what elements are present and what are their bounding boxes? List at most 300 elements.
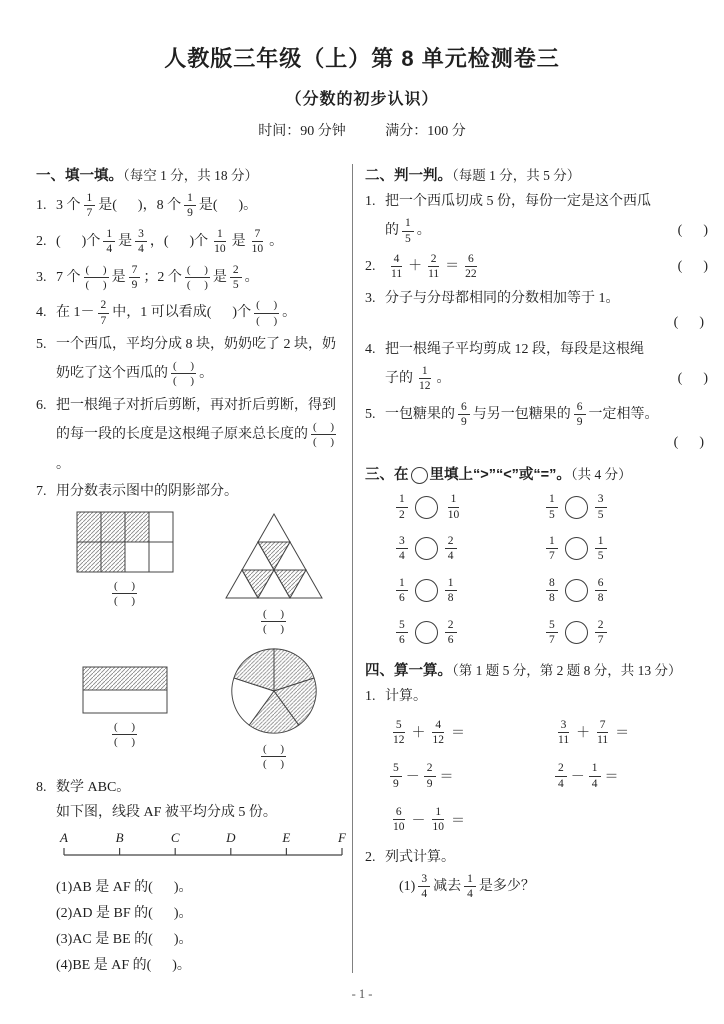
figure-answer-blank xyxy=(199,605,348,639)
fraction xyxy=(390,805,408,835)
fraction xyxy=(594,718,611,748)
fraction xyxy=(595,492,607,522)
question-2-2 xyxy=(365,250,708,284)
question-text: 用分数表示图中的阴影部分。 xyxy=(56,483,238,499)
comparison-circle xyxy=(565,537,588,560)
blank-denominator: ( ) xyxy=(262,757,285,770)
comparison-circle xyxy=(565,579,588,602)
numerator: 7 xyxy=(597,718,609,733)
question-1-2 xyxy=(36,225,348,259)
section-1-title: 一、填一填。 xyxy=(36,168,123,184)
question-text: (1) xyxy=(399,879,416,895)
blank-denominator: ( ) xyxy=(85,278,107,291)
two-column-body xyxy=(10,160,714,981)
point-label-c: C xyxy=(170,830,180,846)
question-4-1 xyxy=(365,684,708,709)
comparison-circle xyxy=(415,621,438,644)
equals-sign: ＝ xyxy=(439,770,454,786)
denominator: 4 xyxy=(399,550,405,563)
denominator: 10 xyxy=(251,243,264,256)
question-text: 一个西瓜，平均分成 8 块，奶奶吃了 2 块，奶奶吃了这个西瓜的 xyxy=(56,337,336,382)
numerator: 1 xyxy=(595,534,607,549)
question-number: 1. xyxy=(365,194,376,209)
question-text xyxy=(385,214,431,248)
comparison-item xyxy=(543,574,708,608)
comparison-item xyxy=(393,490,543,524)
numerator: 1 xyxy=(184,191,196,206)
fraction xyxy=(418,872,430,902)
fraction xyxy=(230,263,242,293)
blank-fraction xyxy=(112,720,137,750)
blank-numerator: ( ) xyxy=(84,263,109,278)
question-text: 一包糖果的 xyxy=(385,406,455,422)
equals-sign: ＝ xyxy=(445,259,460,275)
numerator: 1 xyxy=(396,576,408,591)
section-4-title: 四、算一算。 xyxy=(365,663,452,680)
fraction xyxy=(396,576,408,606)
denominator: 9 xyxy=(461,415,467,428)
fraction xyxy=(135,227,147,257)
question-text: 数学 ABC。 xyxy=(56,780,131,796)
question-number: 2. xyxy=(365,849,376,865)
fraction xyxy=(574,400,586,430)
denominator: 8 xyxy=(597,592,604,605)
pie-figure xyxy=(199,645,348,774)
question-text: 是( )，8 个 xyxy=(98,198,182,214)
fraction xyxy=(555,761,567,791)
comparison-item xyxy=(543,490,708,524)
section-3-note: （共 4 分） xyxy=(570,467,632,483)
triangle-figure xyxy=(199,510,348,639)
question-text: 。 xyxy=(56,456,70,472)
numerator: 6 xyxy=(458,400,470,415)
numerator: 1 xyxy=(214,227,226,242)
blank-denominator: ( ) xyxy=(173,375,195,388)
page-title: 人教版三年级（上）第 8 单元检测卷三 xyxy=(164,46,560,71)
denominator: 8 xyxy=(549,592,555,605)
comparison-circle xyxy=(415,537,438,560)
comparison-item xyxy=(543,532,708,566)
judge-blank: ( ) xyxy=(673,435,704,451)
calculation-expression xyxy=(552,759,708,793)
fraction xyxy=(402,216,414,246)
blank-denominator: ( ) xyxy=(313,436,335,449)
denominator: 9 xyxy=(393,777,399,790)
denominator: 7 xyxy=(597,633,604,646)
fraction xyxy=(445,576,457,606)
figure-row-2 xyxy=(50,645,348,774)
rectangle-halves-figure xyxy=(50,645,199,774)
section-1-note: （每空 1 分，共 18 分） xyxy=(123,168,258,183)
denominator: 11 xyxy=(428,268,440,281)
question-text: 把一根绳子平均剪成 12 段，每段是这根绳 xyxy=(385,341,644,357)
numerator: 3 xyxy=(558,718,570,733)
denominator: 7 xyxy=(100,314,107,327)
question-text: 的 xyxy=(385,223,399,239)
numerator: 1 xyxy=(448,492,460,507)
question-text: 。 xyxy=(416,223,431,239)
numerator: 1 xyxy=(445,576,457,591)
blank-circle-icon xyxy=(411,467,428,484)
calculation-expression xyxy=(387,803,552,837)
question-text: ( )个 xyxy=(56,233,101,249)
numerator: 2 xyxy=(445,618,457,633)
blank-numerator: ( ) xyxy=(185,263,210,278)
question-text: 是 xyxy=(111,269,126,285)
fraction xyxy=(430,718,448,748)
question-text: 。 xyxy=(269,233,284,249)
fraction xyxy=(84,191,96,221)
denominator: 4 xyxy=(421,888,428,901)
numerator: 7 xyxy=(252,227,264,242)
question-number: 6. xyxy=(36,397,47,413)
question-number: 5. xyxy=(365,406,376,422)
denominator: 12 xyxy=(419,380,431,393)
denominator: 11 xyxy=(597,733,609,746)
numerator: 1 xyxy=(419,364,431,379)
question-text: ；2 个 xyxy=(143,269,182,285)
blank-denominator: ( ) xyxy=(113,595,136,608)
score-label: 满分：100 分 xyxy=(385,124,466,139)
denominator: 9 xyxy=(187,207,193,220)
operator: ＋ xyxy=(408,259,423,275)
question-2-5 xyxy=(365,398,708,456)
numerator: 1 xyxy=(402,216,414,231)
fraction xyxy=(445,492,463,522)
section-2-note: （每题 1 分，共 5 分） xyxy=(452,168,581,183)
denominator: 5 xyxy=(232,278,239,291)
calculation-expression xyxy=(387,716,552,750)
question-number: 1. xyxy=(36,198,47,214)
section-2-title: 二、判一判。 xyxy=(365,168,452,184)
question-text: 。 xyxy=(436,370,451,386)
question-1-7 xyxy=(36,479,348,504)
comparison-circle xyxy=(565,621,588,644)
judge-line xyxy=(385,431,708,455)
numerator: 2 xyxy=(445,534,457,549)
figure-answer-blank xyxy=(199,740,348,774)
question-number: 2. xyxy=(36,233,47,249)
comparison-item xyxy=(543,616,708,650)
right-column xyxy=(353,160,714,981)
numerator: 4 xyxy=(432,718,444,733)
numerator: 1 xyxy=(546,534,558,549)
section-1-heading xyxy=(36,164,348,185)
operator: ＋ xyxy=(576,726,591,742)
fraction xyxy=(546,492,558,522)
operator: － xyxy=(405,770,420,786)
numerator: 5 xyxy=(390,761,402,776)
blank-fraction xyxy=(261,742,286,772)
expression xyxy=(365,250,483,284)
comparison-item xyxy=(393,574,543,608)
numerator: 6 xyxy=(574,400,586,415)
question-text: 。 xyxy=(199,366,214,382)
numerator: 1 xyxy=(546,492,558,507)
denominator: 2 xyxy=(399,508,405,521)
denominator: 10 xyxy=(214,243,226,256)
operator: ＋ xyxy=(411,726,426,742)
judge-blank: ( ) xyxy=(677,259,708,275)
denominator: 4 xyxy=(138,243,144,256)
numerator: 1 xyxy=(464,872,476,887)
question-1-4 xyxy=(36,296,348,330)
equals-sign: ＝ xyxy=(451,813,465,829)
denominator: 6 xyxy=(399,633,405,646)
question-text: 把一个西瓜切成 5 份，每份一定是这个西瓜 xyxy=(385,194,651,209)
question-text: 在 1－ xyxy=(56,305,95,321)
calculation-grid xyxy=(365,716,708,837)
question-2-1 xyxy=(365,189,708,248)
denominator: 7 xyxy=(86,207,93,220)
numerator: 1 xyxy=(103,227,115,242)
denominator: 9 xyxy=(426,777,433,790)
pie-svg xyxy=(228,645,320,737)
question-text: 是 xyxy=(231,233,246,249)
question-number: 3. xyxy=(36,269,47,285)
blank-numerator: ( ) xyxy=(112,720,137,735)
numerator: 5 xyxy=(393,718,405,733)
question-text: 把一根绳子对折后剪断，再对折后剪断，得到的每一段的长度是这根绳子原来总长度的 xyxy=(56,397,336,442)
question-4-2 xyxy=(365,845,708,904)
judge-blank: ( ) xyxy=(673,314,704,330)
fraction xyxy=(555,718,572,748)
blank-denominator: ( ) xyxy=(262,623,285,636)
time-score-line xyxy=(10,120,714,140)
denominator: 6 xyxy=(399,592,405,605)
fraction xyxy=(546,534,558,564)
question-text: 。 xyxy=(244,269,259,285)
question-number: 7. xyxy=(36,483,47,499)
fraction xyxy=(390,761,402,791)
denominator: 4 xyxy=(467,888,473,901)
fraction xyxy=(546,576,558,606)
grid-rectangle-figure xyxy=(50,510,199,639)
fraction xyxy=(103,227,115,257)
fraction xyxy=(249,227,267,257)
blank-denominator: ( ) xyxy=(186,278,208,291)
section-4-heading xyxy=(365,659,708,680)
calculation-expression xyxy=(387,759,552,793)
question-text: 是 xyxy=(118,233,133,249)
numerator: 6 xyxy=(595,576,607,591)
denominator: 11 xyxy=(558,733,570,746)
fraction xyxy=(98,298,110,328)
question-text: 减去 xyxy=(433,879,462,895)
fraction xyxy=(595,534,607,564)
blank-numerator: ( ) xyxy=(311,420,336,435)
judge-blank: ( ) xyxy=(677,223,708,239)
comparison-grid xyxy=(365,490,708,649)
question-number: 2. xyxy=(365,259,376,275)
section-4-note: （第 1 题 5 分，第 2 题 8 分，共 13 分） xyxy=(452,663,682,679)
question-line xyxy=(385,362,708,396)
question-number: 4. xyxy=(365,341,376,357)
question-number: 1. xyxy=(365,689,376,705)
denominator: 9 xyxy=(131,278,138,291)
fraction xyxy=(396,534,408,564)
comparison-item xyxy=(393,532,543,566)
question-2-4 xyxy=(365,337,708,396)
numerator: 2 xyxy=(230,263,242,278)
question-text xyxy=(385,362,451,396)
fraction xyxy=(589,761,601,791)
fraction xyxy=(388,252,405,282)
denominator: 8 xyxy=(447,592,454,605)
question-number: 5. xyxy=(36,337,47,352)
denominator: 4 xyxy=(591,777,598,790)
denominator: 4 xyxy=(558,777,564,790)
blank-numerator: ( ) xyxy=(261,607,286,622)
calculation-expression xyxy=(552,716,708,750)
figure-answer-blank xyxy=(50,718,199,752)
rectangle-halves-svg xyxy=(81,665,169,715)
judge-blank: ( ) xyxy=(677,371,708,387)
figure-row-1 xyxy=(50,510,348,639)
numerator: 3 xyxy=(418,872,430,887)
numerator: 3 xyxy=(396,534,408,549)
denominator: 10 xyxy=(447,508,460,521)
denominator: 9 xyxy=(576,415,583,428)
question-1-6 xyxy=(36,393,348,477)
question-1-1 xyxy=(36,189,348,223)
question-text: 3 个 xyxy=(56,198,81,214)
equals-sign: ＝ xyxy=(451,726,465,742)
section-3-title-part1: 三、在 xyxy=(365,467,409,484)
triangle-svg xyxy=(219,510,329,602)
numerator: 2 xyxy=(428,252,440,267)
denominator: 5 xyxy=(549,508,555,521)
denominator: 5 xyxy=(405,232,411,245)
denominator: 22 xyxy=(465,268,477,281)
question-text: 分子与分母都相同的分数相加等于 1。 xyxy=(385,290,620,306)
blank-denominator: ( ) xyxy=(113,735,136,748)
fraction xyxy=(396,618,408,648)
numerator: 2 xyxy=(424,761,436,776)
fraction xyxy=(129,263,141,293)
numerator: 1 xyxy=(396,492,408,507)
point-label-e: E xyxy=(282,830,291,846)
denominator: 12 xyxy=(393,733,405,746)
segment-figure xyxy=(58,828,348,873)
numerator: 1 xyxy=(432,805,444,820)
numerator: 2 xyxy=(98,298,110,313)
fraction xyxy=(445,618,457,648)
comparison-circle xyxy=(565,496,588,519)
fraction xyxy=(462,252,480,282)
question-text: 子的 xyxy=(385,370,413,386)
question-text: 如下图，线段 AF 被平均分成 5 份。 xyxy=(56,805,277,821)
page-number: - 1 - xyxy=(351,987,373,1001)
section-2-heading xyxy=(365,164,708,185)
fraction xyxy=(546,618,558,648)
question-number: 3. xyxy=(365,290,376,306)
numerator: 2 xyxy=(595,618,607,633)
question-text: 一定相等。 xyxy=(588,406,659,422)
denominator: 5 xyxy=(597,550,604,563)
numerator: 3 xyxy=(135,227,147,242)
equals-sign: ＝ xyxy=(604,770,619,786)
blank-numerator: ( ) xyxy=(261,742,286,757)
numerator: 3 xyxy=(595,492,607,507)
denominator: 4 xyxy=(447,550,454,563)
question-2-3 xyxy=(365,286,708,335)
question-1-3 xyxy=(36,261,348,295)
sub-question: (1)AB 是 AF 的( )。 xyxy=(56,880,193,896)
question-1-8 xyxy=(36,775,348,979)
comparison-circle xyxy=(415,579,438,602)
blank-fraction xyxy=(185,263,210,293)
blank-numerator: ( ) xyxy=(112,579,137,594)
judge-line xyxy=(385,311,708,335)
question-line xyxy=(385,214,708,248)
numerator: 7 xyxy=(129,263,141,278)
numerator: 8 xyxy=(546,576,558,591)
numerator: 4 xyxy=(391,252,403,267)
blank-numerator: ( ) xyxy=(171,359,196,374)
numerator: 2 xyxy=(555,761,567,776)
question-text: 与另一包糖果的 xyxy=(472,406,571,422)
blank-fraction xyxy=(112,579,137,609)
fraction xyxy=(390,718,408,748)
fraction xyxy=(595,618,607,648)
fraction xyxy=(458,400,470,430)
question-text: 。 xyxy=(282,305,297,321)
fraction xyxy=(464,872,476,902)
denominator: 7 xyxy=(549,633,555,646)
denominator: 7 xyxy=(549,550,555,563)
numerator: 5 xyxy=(546,618,558,633)
denominator: 10 xyxy=(432,821,444,834)
figure-answer-blank xyxy=(50,577,199,611)
point-label-b: B xyxy=(115,830,124,846)
comparison-item xyxy=(393,616,543,650)
segment-svg xyxy=(58,828,348,864)
numerator: 1 xyxy=(589,761,601,776)
question-text: 中，1 可以看成( )个 xyxy=(112,305,252,321)
fraction xyxy=(184,191,196,221)
denominator: 4 xyxy=(106,243,113,256)
point-label-d: D xyxy=(226,830,236,846)
denominator: 12 xyxy=(432,733,444,746)
fraction xyxy=(430,805,448,835)
blank-denominator: ( ) xyxy=(256,314,278,327)
time-label: 时间：90 分钟 xyxy=(258,124,346,139)
denominator: 10 xyxy=(393,821,405,834)
sub-question: (2)AD 是 BF 的( )。 xyxy=(56,906,193,922)
denominator: 11 xyxy=(391,268,403,281)
section-3-title-part2: 里填上“>”“<”或“=”。 xyxy=(429,467,571,484)
fraction xyxy=(416,364,434,394)
blank-fraction xyxy=(261,607,286,637)
blank-fraction xyxy=(171,359,196,389)
grid-rectangle-svg xyxy=(75,510,175,574)
numerator: 5 xyxy=(396,618,408,633)
question-number: 4. xyxy=(36,305,47,321)
word-problem xyxy=(385,870,708,904)
blank-numerator: ( ) xyxy=(254,298,279,313)
operator: － xyxy=(570,770,585,786)
equals-sign: ＝ xyxy=(615,726,630,742)
comparison-circle xyxy=(415,496,438,519)
question-1-5 xyxy=(36,332,348,391)
point-label-f: F xyxy=(338,830,346,846)
sub-question: (4)BE 是 AF 的( )。 xyxy=(56,958,191,974)
numerator: 1 xyxy=(84,191,96,206)
question-text: 是多少？ xyxy=(478,879,535,895)
fraction xyxy=(424,761,436,791)
question-text: 是( )。 xyxy=(198,198,258,214)
